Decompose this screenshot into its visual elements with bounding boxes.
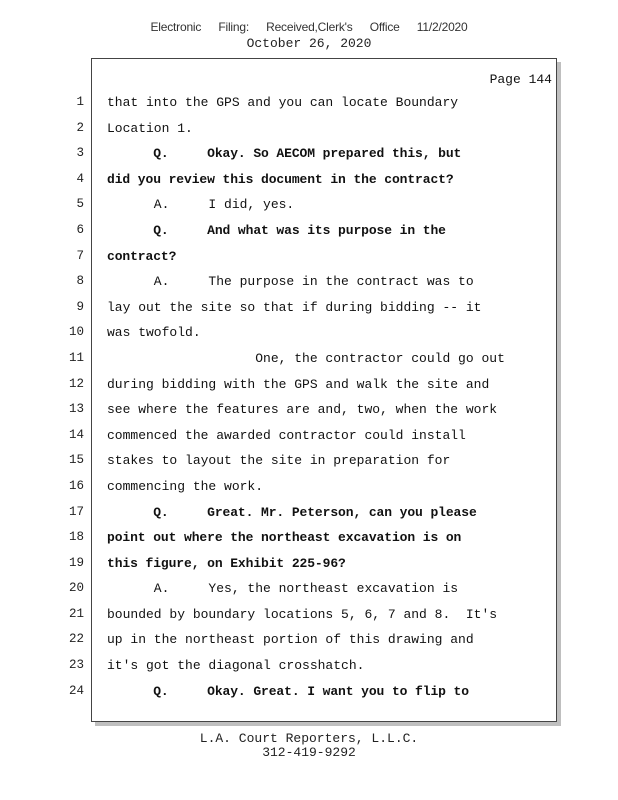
line-number: 8 [76,274,84,289]
line-text: this figure, on Exhibit 225-96? [107,555,346,571]
line-number: 12 [68,376,84,391]
line-text: up in the northeast portion of this drawing and [107,632,474,648]
transcript-line [0,423,618,449]
transcript-line [0,116,618,142]
line-text: A. Yes, the northeast excavation is [107,581,459,597]
line-text: point out where the northeast excavation is on [107,530,462,546]
transcript-line [0,141,618,167]
line-number: 11 [68,350,84,365]
transcript-line [0,397,618,423]
line-text: commencing the work. [107,478,264,494]
transcript-line [0,551,618,577]
line-text: that into the GPS and you can locate Boundary [107,95,459,110]
transcript-line [0,218,618,244]
line-text: Q. Okay. So AECOM prepared this, but [107,146,462,162]
line-text: was twofold. [107,325,201,341]
transcript-lines [0,90,618,704]
reporter-company: L.A. Court Reporters, L.L.C. [199,731,419,746]
line-number: 23 [68,658,84,673]
line-number: 7 [76,248,84,263]
stamp-received-clerks: Received,Clerk's [266,20,353,34]
line-number: 3 [76,146,84,161]
line-text: it's got the diagonal crosshatch. [107,658,365,674]
line-number: 18 [68,530,84,545]
line-text: A. The purpose in the contract was to [107,274,474,290]
stamp-filing: Filing: [218,20,249,34]
transcript-line [0,627,618,653]
reporter-phone: 312-419-9292 [262,745,356,760]
transcript-line [0,448,618,474]
page-footer [0,732,618,760]
transcript-line [0,244,618,270]
transcript-line [0,602,618,628]
line-text: A. I did, yes. [107,197,295,213]
stamp-office: Office [369,20,400,34]
transcript-line [0,192,618,218]
stamp-date: 11/2/2020 [416,20,468,34]
line-number: 1 [76,95,84,109]
line-number: 20 [68,581,84,596]
page-number: Page 144 [489,72,552,87]
line-number: 14 [68,427,84,442]
line-text: see where the features are and, two, when the work [107,402,498,418]
transcript-line [0,90,618,116]
line-text: commenced the awarded contractor could install [107,427,466,443]
line-text: Q. Okay. Great. I want you to flip to [107,683,469,699]
line-number: 5 [76,197,84,212]
transcript-line [0,474,618,500]
line-text: stakes to layout the site in preparation for [107,453,451,469]
filing-stamp [0,20,618,34]
transcript-line [0,269,618,295]
line-number: 2 [76,120,84,135]
line-text: during bidding with the GPS and walk the site and [107,376,490,392]
line-text: Q. Great. Mr. Peterson, can you please [107,504,477,520]
line-number: 6 [76,222,84,237]
line-text: Q. And what was its purpose in the [107,222,446,238]
line-text: did you review this document in the contract? [107,171,454,187]
transcript-line [0,346,618,372]
line-text: contract? [107,248,177,264]
transcript-line [0,653,618,679]
line-number: 24 [68,683,84,698]
transcript-line [0,500,618,526]
line-number: 15 [68,453,84,468]
transcript-line [0,167,618,193]
transcript-line [0,320,618,346]
line-text: lay out the site so that if during bidding -- it [107,299,482,315]
line-number: 10 [68,325,84,340]
line-text: One, the contractor could go out [107,350,505,366]
stamp-electronic: Electronic [150,20,202,34]
line-text: bounded by boundary locations 5, 6, 7 and 8. It's [107,606,498,622]
line-number: 16 [68,478,84,493]
line-number: 21 [68,606,84,621]
line-number: 9 [76,299,84,314]
transcript-line [0,679,618,705]
line-number: 4 [76,171,84,186]
transcript-line [0,295,618,321]
line-number: 17 [68,504,84,519]
transcript-line [0,576,618,602]
line-number: 22 [68,632,84,647]
line-number: 13 [68,402,84,417]
transcript-line [0,525,618,551]
deposition-date: October 26, 2020 [246,36,372,51]
line-number: 19 [68,555,84,570]
line-text: Location 1. [107,120,193,136]
transcript-line [0,372,618,398]
